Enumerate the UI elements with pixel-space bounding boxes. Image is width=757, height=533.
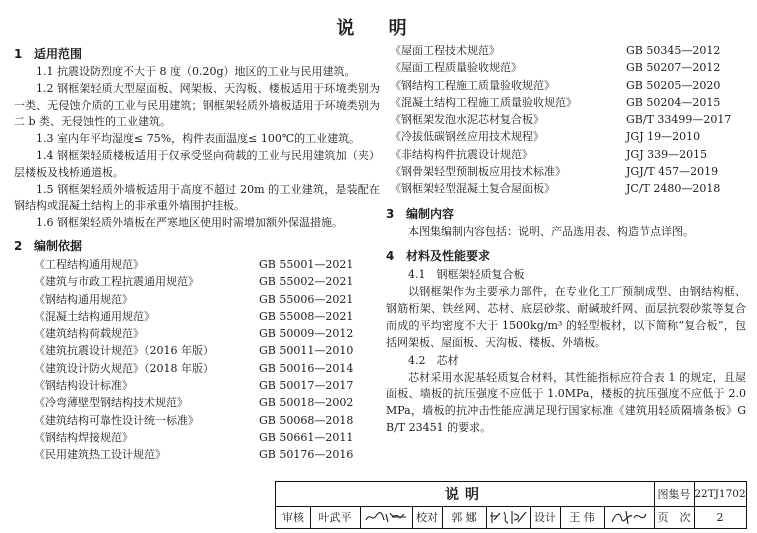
reference-item: [14, 308, 380, 325]
subsection-4-1: 4.1 钢框架轻质复合板: [408, 268, 525, 282]
reference-title: 《民用建筑热工设计规范》: [34, 448, 166, 462]
reference-item: [386, 146, 746, 163]
atlas-label: 图集号: [657, 488, 691, 501]
reference-code: GB 50018—2002: [259, 396, 354, 410]
reference-code: GB 50661—2011: [259, 430, 354, 444]
section-4-heading: [386, 246, 746, 266]
reference-title: 《建筑结构可靠性设计统一标准》: [34, 413, 199, 427]
reference-title: 《混凝土结构通用规范》: [34, 309, 155, 323]
section-title: 编制内容: [406, 206, 455, 221]
section-title: 编制依据: [34, 238, 83, 253]
para-1-6: 1.6 钢框架轻质外墙板在严寒地区使用时需增加额外保温措施。: [36, 216, 343, 230]
reference-title: 《建筑设计防火规范》（2018 年版）: [34, 361, 214, 375]
section-1-heading: [14, 44, 380, 64]
reference-item: [14, 394, 380, 411]
reference-code: JGJ 339—2015: [626, 147, 708, 161]
para-1-5: 1.5 钢框架轻质外墙板适用于高度不超过 20m 的工业建筑，是装配在钢结构或混凝土结构上的非承重外墙围护挂板。: [14, 182, 380, 213]
reference-code: GB 50205—2020: [626, 78, 721, 92]
section-2-heading: [14, 236, 380, 256]
reference-title: 《钢结构设计标准》: [34, 379, 133, 393]
right-column: [386, 44, 746, 437]
review-label: 审核: [282, 511, 304, 524]
check-name: 郭 娜: [451, 511, 477, 524]
reference-code: GB 50016—2014: [259, 361, 354, 375]
section-number: 1: [14, 47, 23, 61]
reference-item: [386, 94, 746, 111]
para-4-2: 芯材采用水泥基轻质复合材料，其性能指标应符合表 1 的规定，且屋面板、墙板的抗压强度不应低于 1.0MPa，楼板的抗压强度不应低于 2.0MPa，墙板的抗冲击性能应满足现行国家标准《建筑用轻质隔墙条板》GB/T 23451 的要求。: [386, 370, 746, 435]
reference-code: GB 50017—2017: [259, 379, 354, 393]
reference-code: GB 50011—2010: [259, 344, 354, 358]
section-number: 4: [386, 249, 395, 264]
atlas-number: 22TJ1702: [694, 488, 746, 500]
reference-title: 《非结构构件抗震设计规范》: [390, 147, 533, 161]
title-block: [275, 481, 747, 529]
review-name: 叶武平: [318, 511, 352, 524]
check-label: 校对: [416, 511, 438, 524]
reference-item: [386, 77, 746, 94]
reference-code: GB/T 33499—2017: [626, 113, 732, 127]
reference-item: [14, 429, 380, 446]
reference-code: GB 50068—2018: [259, 413, 354, 427]
reference-code: JGJ 19—2010: [626, 130, 701, 144]
page-number: 2: [716, 510, 724, 524]
page-title: 说 明: [336, 18, 421, 39]
reference-title: 《屋面工程技术规范》: [390, 44, 500, 57]
reference-title: 《屋面工程质量验收规范》: [390, 61, 522, 75]
para-4-1: 以钢框架作为主要承力部件，在专业化工厂预制成型、由钢结构框、钢筋桁架、铁丝网、芯材、底层砂浆、耐碱玻纤网、面层抗裂砂浆等复合而成的平均密度不大于 1500kg/m³ 的轻型板材，以下简称“复合板”，包括网架板、屋面板、天沟板、楼板、外墙板。: [386, 285, 746, 349]
title-block-row-1: [276, 482, 746, 507]
reference-title: 《钢结构通用规范》: [34, 292, 133, 306]
reference-title: 《钢骨架轻型预制板应用技术标准》: [390, 165, 566, 179]
reference-title: 《钢框架轻型混凝土复合屋面板》: [390, 182, 555, 196]
reference-code: GB 50009—2012: [259, 327, 354, 341]
reference-code: GB 55008—2021: [259, 309, 354, 323]
reference-title: 《钢结构焊接规范》: [34, 430, 133, 444]
section-number: 2: [14, 238, 23, 253]
reference-list-left: [14, 256, 380, 464]
title-block-row-2: [276, 506, 746, 528]
page-label: 页 次: [657, 511, 691, 524]
reference-title: 《钢框架发泡水泥芯材复合板》: [390, 113, 544, 127]
reference-title: 《冷弯薄壁型钢结构技术规范》: [34, 396, 188, 410]
reference-code: GB 50207—2012: [626, 61, 721, 75]
reference-item: [14, 360, 380, 377]
para-1-1: 1.1 抗震设防烈度不大于 8 度（0.20g）地区的工业与民用建筑。: [36, 65, 356, 78]
para-1-2: 1.2 钢框架轻质大型屋面板、网架板、天沟板、楼板适用于环境类别为一类、无侵蚀介质的工业与民用建筑；钢框架轻质外墙板适用于环境类别为二 b 类、无侵蚀性的工业建筑。: [14, 81, 380, 129]
reference-list-right: [386, 42, 746, 198]
reference-title: 《建筑与市政工程抗震通用规范》: [34, 275, 199, 289]
para-1-3: 1.3 室内年平均湿度≤ 75%，构件表面温度≤ 100℃的工业建筑。: [36, 132, 361, 146]
design-signature: [608, 508, 648, 526]
reference-title: 《冷拔低碳钢丝应用技术规程》: [390, 130, 544, 144]
sheet-title: 说明: [445, 487, 485, 503]
left-column: [14, 44, 380, 464]
review-signature: [364, 508, 408, 526]
reference-title: 《建筑结构荷载规范》: [34, 327, 144, 341]
reference-item: [386, 111, 746, 128]
section-title: 适用范围: [34, 47, 83, 61]
reference-title: 《钢结构工程施工质量验收规范》: [390, 78, 555, 92]
check-signature: [488, 508, 528, 526]
reference-item: [386, 42, 746, 59]
reference-title: 《工程结构通用规范》: [34, 257, 144, 271]
reference-code: GB 55006—2021: [259, 292, 354, 306]
reference-item: [386, 128, 746, 145]
reference-item: [14, 446, 380, 463]
reference-code: GB 50345—2012: [626, 44, 721, 57]
para-1-4: 1.4 钢框架轻质楼板适用于仅承受竖向荷载的工业与民用建筑加（夹）层楼板及栈桥通道板。: [14, 148, 380, 179]
reference-code: GB 50204—2015: [626, 95, 721, 109]
reference-code: JGJ/T 457—2019: [626, 165, 719, 179]
reference-item: [14, 291, 380, 308]
reference-item: [14, 273, 380, 290]
reference-item: [14, 256, 380, 273]
reference-item: [386, 59, 746, 76]
design-name: 王 伟: [569, 511, 595, 524]
section-title: 材料及性能要求: [406, 249, 491, 264]
reference-title: 《混凝土结构工程施工质量验收规范》: [390, 95, 577, 109]
reference-item: [14, 377, 380, 394]
design-label: 设计: [534, 511, 556, 524]
section-3-heading: [386, 204, 746, 224]
reference-code: GB 55001—2021: [259, 257, 354, 271]
reference-title: 《建筑抗震设计规范》（2016 年版）: [34, 344, 214, 358]
reference-code: JC/T 2480—2018: [626, 182, 721, 196]
reference-item: [14, 325, 380, 342]
reference-code: GB 55002—2021: [259, 275, 354, 289]
subsection-4-2: 4.2 芯材: [408, 353, 459, 367]
reference-item: [386, 163, 746, 180]
reference-item: [14, 412, 380, 429]
section-number: 3: [386, 206, 395, 221]
para-3: 本图集编制内容包括：说明、产品选用表、构造节点详图。: [408, 224, 694, 238]
reference-item: [386, 180, 746, 197]
reference-item: [14, 342, 380, 359]
reference-code: GB 50176—2016: [259, 448, 354, 462]
